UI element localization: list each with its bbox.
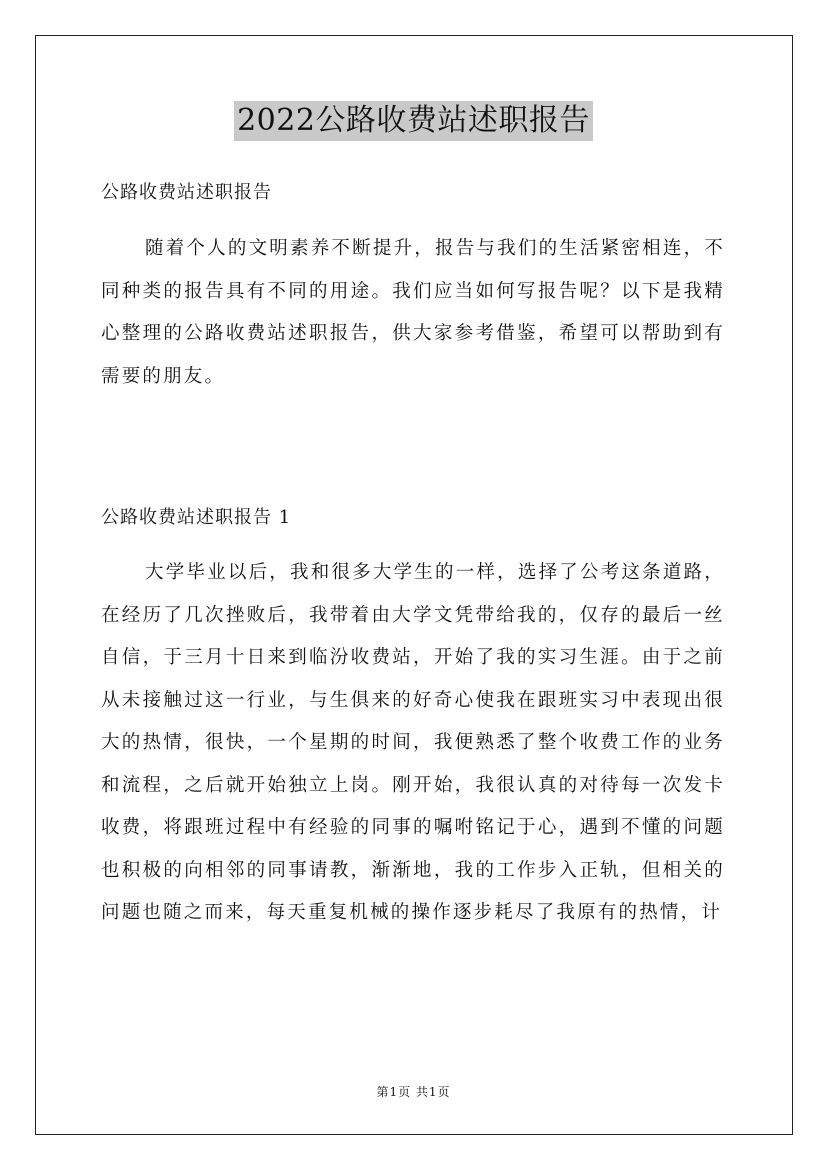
document-title bbox=[0, 100, 827, 141]
section-1-paragraph: 大学毕业以后，我和很多大学生的一样，选择了公考这条道路，在经历了几次挫败后，我带着由大学文凭带给我的，仅存的最后一丝自信，于三月十日来到临汾收费站，开始了我的实习生涯。由于之前从未接触过这一行业，与生俱来的好奇心使我在跟班实习中表现出很大的热情，很快，一个星期的时间，我便熟悉了整个收费工作的业务和流程，之后就开始独立上岗。刚开始，我很认真的对待每一次发卡收费，将跟班过程中有经验的同事的嘱咐铭记于心，遇到不懂的问题也积极的向相邻的同事请教，渐渐地，我的工作步入正轨，但相关的问题也随之而来，每天重复机械的操作逐步耗尽了我原有的热情，计 bbox=[101, 562, 725, 923]
intro-paragraph: 随着个人的文明素养不断提升，报告与我们的生活紧密相连，不同种类的报告具有不同的用途。我们应当如何写报告呢？以下是我精心整理的公路收费站述职报告，供大家参考借鉴，希望可以帮助到有需要的朋友。 bbox=[101, 238, 725, 387]
intro-heading: 公路收费站述职报告 bbox=[101, 182, 272, 203]
section-1-heading: 公路收费站述职报告 1 bbox=[101, 507, 292, 528]
document-title-text: 2022公路收费站述职报告 bbox=[234, 101, 593, 141]
page-number-footer: 第1页 共1页 bbox=[376, 1085, 451, 1099]
